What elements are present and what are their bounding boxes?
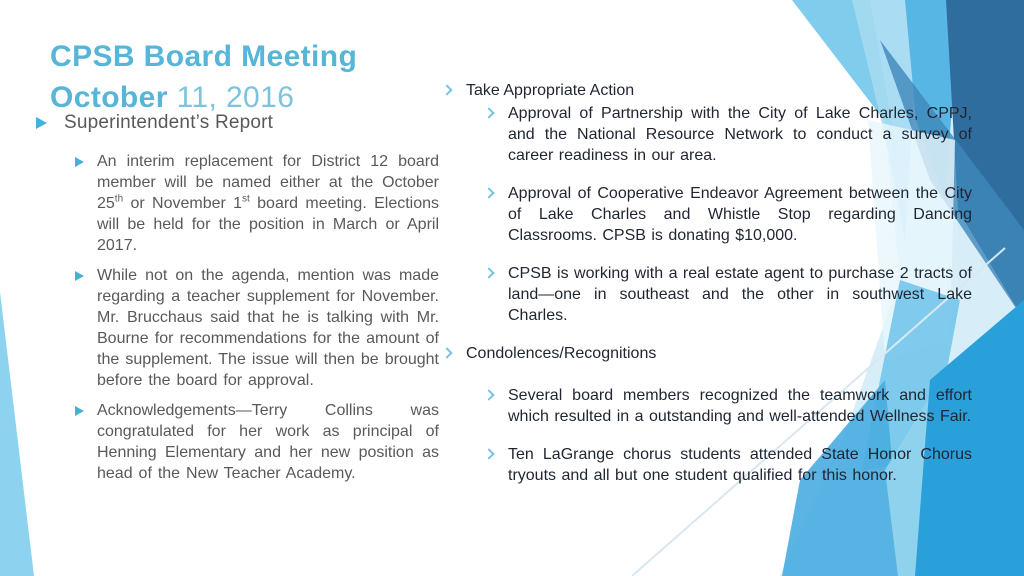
section-heading-label: Condolences/Recognitions — [466, 345, 657, 362]
action-item-land-purchase — [485, 263, 988, 326]
condolences-recognitions-heading — [443, 343, 988, 364]
chevron-bullet-icon — [441, 347, 452, 358]
title-line1: CPSB Board Meeting — [50, 40, 358, 74]
bullet-text: Several board members recognized the teamwork and effort which resulted in a outstanding and well-attended Wellness Fair. — [508, 387, 972, 425]
bullet-text-segment: An interim replacement for District 12 board member will be named either at the October 25 — [97, 153, 439, 212]
action-item-partnership — [485, 103, 988, 166]
section-heading-label: Take Appropriate Action — [466, 82, 635, 99]
title-date: 11, 2016 — [176, 81, 295, 115]
heading-label: Superintendent’s Report — [64, 112, 274, 133]
bullet-text: CPSB is working with a real estate agent to purchase 2 tracts of land—one in southeast and the other in southwest Lake Charles. — [508, 265, 972, 324]
triangle-bullet-icon — [75, 157, 84, 167]
action-item-cooperative-endeavor — [485, 183, 988, 246]
bullet-text — [97, 151, 439, 256]
bullet-text: Approval of Cooperative Endeavor Agreement between the City of Lake Charles and Whistle Stop regarding Dancing Classrooms. CPSB is donating $10,000. — [508, 185, 972, 244]
triangle-bullet-icon — [75, 406, 84, 416]
bullet-text-segment: board meeting. Elections will be held for the position in March or April 2017. — [97, 195, 440, 254]
ordinal-suffix: st — [242, 193, 250, 205]
left-accent-wedge — [0, 292, 34, 576]
recognition-item-honor-chorus — [485, 444, 988, 486]
triangle-bullet-icon — [36, 117, 47, 129]
title-month: October — [50, 81, 177, 115]
bullet-text: Ten LaGrange chorus students attended State Honor Chorus tryouts and all but one student qualified for this honor. — [508, 446, 972, 484]
ordinal-suffix: th — [114, 193, 124, 205]
recognition-item-wellness-fair — [485, 385, 988, 427]
bullet-text-segment: or November 1 — [123, 195, 243, 212]
chevron-bullet-icon — [483, 389, 494, 400]
superintendents-report-heading — [36, 112, 446, 134]
report-bullet-acknowledgements — [75, 400, 446, 484]
chevron-bullet-icon — [483, 107, 494, 118]
bullet-text: Approval of Partnership with the City of Lake Charles, CPPJ, and the National Resource Network to conduct a survey of career readiness in our area. — [508, 105, 972, 164]
chevron-bullet-icon — [483, 448, 494, 459]
report-bullet-interim-replacement — [75, 151, 446, 256]
take-appropriate-action-heading — [443, 80, 988, 101]
chevron-bullet-icon — [483, 267, 494, 278]
bullet-text: Acknowledgements—Terry Collins was congratulated for her work as principal of Henning Elementary and her new position as head of the New Teacher Academy. — [97, 402, 439, 482]
chevron-bullet-icon — [483, 187, 494, 198]
chevron-bullet-icon — [441, 84, 452, 95]
bullet-text: While not on the agenda, mention was made regarding a teacher supplement for November. Mr. Brucchaus said that he is talking with Mr. Bourne for recommendations for the amount of the supplement. The issue will then be brought before the board for approval. — [97, 267, 439, 389]
superintendent-report-section — [36, 112, 446, 493]
report-bullet-teacher-supplement — [75, 265, 446, 391]
right-column — [443, 80, 988, 503]
triangle-bullet-icon — [75, 271, 84, 281]
